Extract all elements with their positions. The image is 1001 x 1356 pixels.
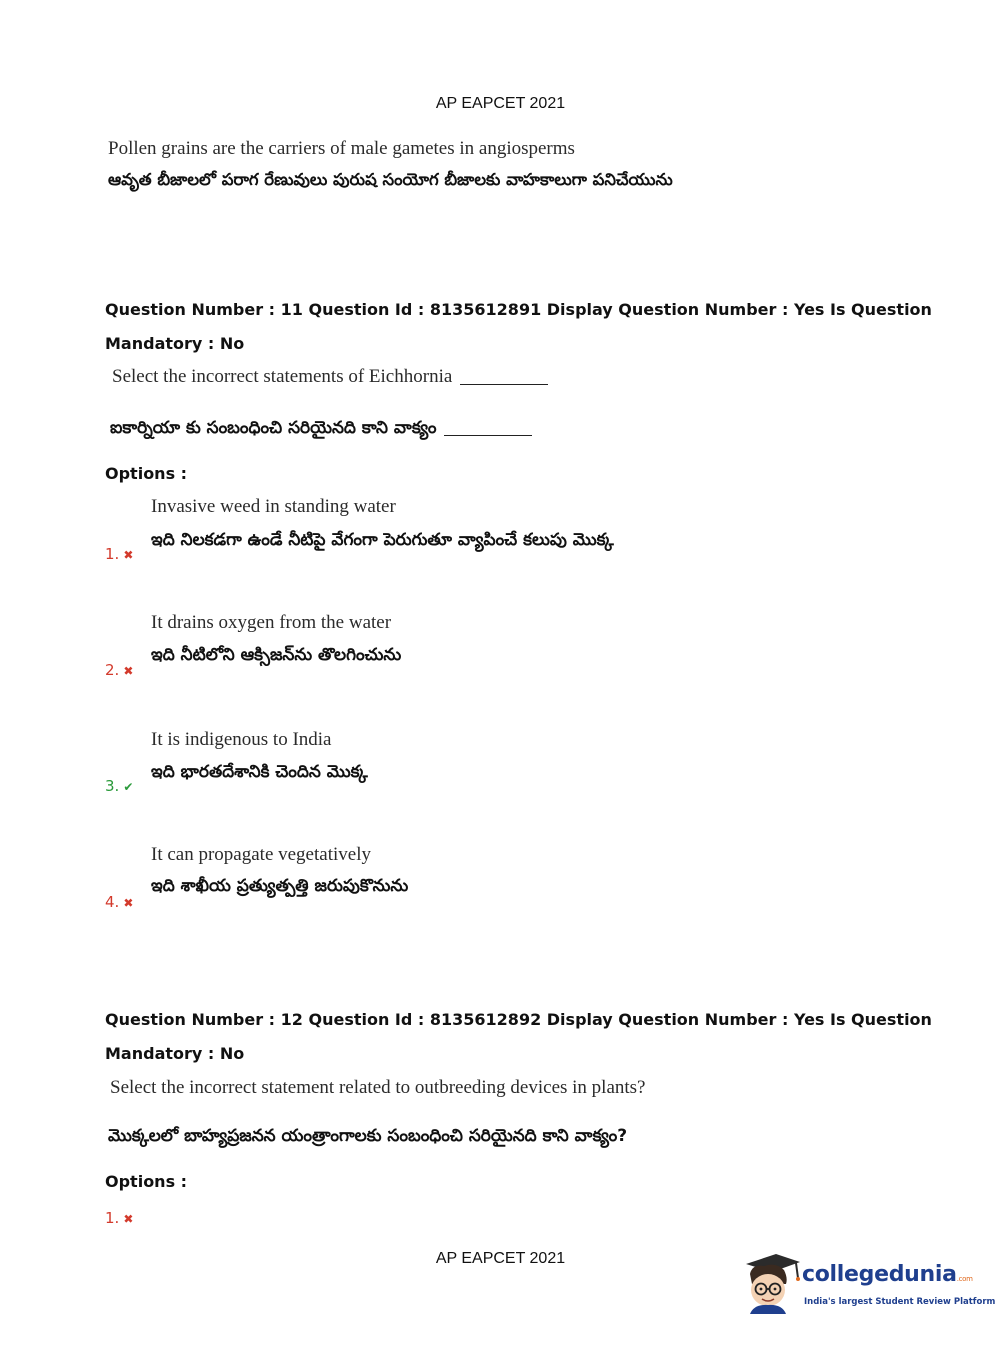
logo-tagline: India's largest Student Review Platform — [804, 1297, 996, 1307]
logo-suffix: .com — [956, 1275, 973, 1283]
logo-wordmark — [802, 1262, 973, 1287]
q11-option-3-telugu: ఇది భారతదేశానికి చెందిన మొక్క — [151, 762, 368, 782]
q11-question-english — [112, 366, 548, 388]
q12-option-1-marker — [105, 1209, 133, 1227]
q11-option-4-telugu: ఇది శాఖీయ ప్రత్యుత్పత్తి జరుపుకొనును — [151, 876, 409, 896]
q12-meta-line1: Question Number : 12 Question Id : 8135612892 Display Question Number : Yes Is Question — [105, 1010, 932, 1029]
option-number: 4. — [105, 893, 120, 911]
q11-option-3-english: It is indigenous to India — [151, 729, 332, 750]
q11-option-2-english: It drains oxygen from the water — [151, 612, 392, 633]
answer-blank — [460, 384, 548, 385]
logo-name: collegedunia — [802, 1262, 957, 1287]
q11-meta-line1: Question Number : 11 Question Id : 8135612891 Display Question Number : Yes Is Question — [105, 300, 932, 319]
collegedunia-logo — [742, 1248, 996, 1316]
option-number: 1. — [105, 1209, 120, 1227]
wrong-cross-icon: ✖ — [123, 896, 134, 910]
page-header-title: AP EAPCET 2021 — [435, 95, 566, 112]
student-mascot-icon — [742, 1248, 802, 1314]
q11-option-1-telugu: ఇది నిలకడగా ఉండే నీటిపై వేగంగా పెరుగుతూ వ్యాపించే కలుపు మొక్క — [151, 530, 614, 550]
option-number: 2. — [105, 661, 120, 679]
page-footer-title: AP EAPCET 2021 — [435, 1250, 566, 1267]
q11-option-2-marker — [105, 661, 133, 679]
q11-option-4-english: It can propagate vegetatively — [151, 844, 371, 865]
q11-question-english-text: Select the incorrect statements of Eichhornia — [112, 366, 453, 387]
q11-option-4-marker — [105, 893, 133, 911]
option-number: 3. — [105, 777, 120, 795]
q11-option-3-marker — [105, 777, 133, 795]
q11-question-telugu — [110, 418, 532, 442]
q11-option-1-english: Invasive weed in standing water — [151, 496, 396, 517]
q12-question-english: Select the incorrect statement related to outbreeding devices in plants? — [110, 1077, 646, 1098]
q12-options-label: Options : — [105, 1172, 188, 1191]
q11-option-2-telugu: ఇది నీటిలోని ఆక్సిజన్‌ను తొలగించును — [151, 645, 402, 665]
answer-blank — [444, 435, 532, 436]
wrong-cross-icon: ✖ — [123, 1212, 134, 1226]
q11-meta-line2: Mandatory : No — [105, 334, 245, 353]
q12-meta-line2: Mandatory : No — [105, 1044, 245, 1063]
q11-options-label: Options : — [105, 464, 188, 483]
q11-option-1-marker — [105, 545, 133, 563]
option-number: 1. — [105, 545, 120, 563]
intro-english: Pollen grains are the carriers of male gametes in angiosperms — [108, 138, 575, 159]
q11-question-telugu-text: ఐకార్నియా కు సంబంధించి సరియైనది కాని వాక్యం — [110, 418, 437, 438]
wrong-cross-icon: ✖ — [123, 664, 134, 678]
intro-telugu: ఆవృత బీజాలలో పరాగ రేణువులు పురుష సంయోగ బీజాలకు వాహకాలుగా పనిచేయును — [108, 170, 673, 189]
correct-check-icon: ✔ — [123, 780, 134, 794]
wrong-cross-icon: ✖ — [123, 548, 134, 562]
q12-question-telugu: మొక్కలలో బాహ్యప్రజనన యంత్రాంగాలకు సంబంధించి సరియైనది కాని వాక్యం? — [108, 1126, 628, 1146]
